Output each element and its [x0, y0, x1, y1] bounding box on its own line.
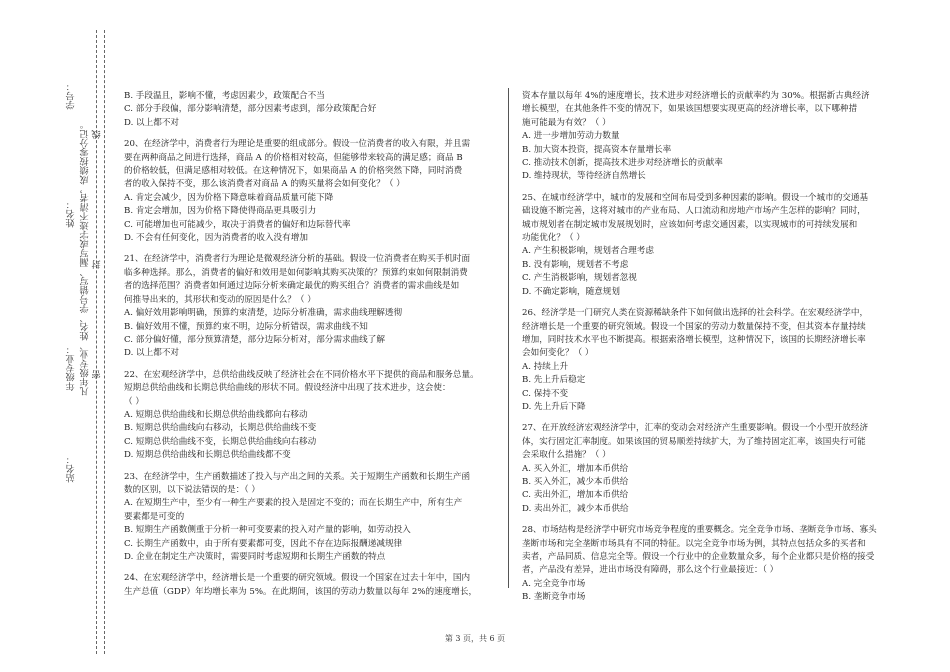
question-line: 增加，同时技术水平也不断提高。根据索洛增长模型，这种情况下，该国的长期经济增长率 — [522, 334, 866, 345]
question-block — [124, 369, 499, 463]
question-line: 23、在经济学中，生产函数描述了投入与产出之间的关系。关于短期生产函数和长期生产函 — [124, 471, 471, 482]
question-line: D. 不确定影响，随意规划 — [522, 286, 620, 297]
question-line: 24、在宏观经济学中，经济增长是一个重要的研究领域。假设一个国家在过去十年中，国内 — [124, 573, 471, 584]
question-line: 何推导出来的，其形状和变动的原因是什么？（ ） — [124, 294, 316, 305]
question-line: B. 先上升后稳定 — [522, 375, 586, 386]
question-line: 会如何变化？（ ） — [522, 348, 594, 359]
question-line: A. 进一步增加劳动力数量 — [522, 131, 620, 142]
seal-notice: 凡年级专业、姓名、学号错写、漏写或字迹不清者，成绩按零分记。 — [80, 120, 91, 396]
line-mark: 线 — [92, 130, 103, 140]
question-line: A. 肯定会减少，因为价格下降意味着商品质量可能下降 — [124, 192, 334, 203]
question-line: B. 买入外汇，减少本币供给 — [522, 476, 629, 487]
question-line: 短期总供给曲线和长期总供给曲线的形状不同。假设经济中出现了技术进步，这会使： — [124, 383, 451, 394]
question-line: C. 部分手段偏，部分影响清楚，部分因素考虑到，部分政策配合好 — [124, 104, 377, 115]
cut-line — [96, 30, 97, 654]
question-line: 临多种选择。那么，消费者的偏好和效用是如何影响其购买决策的？预算约束如何限制消费 — [124, 267, 468, 278]
grade-major-label: 年级专业： — [66, 345, 77, 391]
question-line: 施可能最为有效？（ ） — [522, 117, 611, 128]
question-line: 22、在宏观经济学中，总供给曲线反映了经济社会在不同价格水平下提供的商品和服务总量。 — [124, 369, 479, 380]
cut-line-inner — [104, 30, 105, 654]
question-line: A. 短期总供给曲线和长期总供给曲线都向右移动 — [124, 409, 308, 420]
question-line: 25、在城市经济学中，城市的发展和空间布局受到多种因素的影响。假设一个城市的交通基 — [522, 192, 869, 203]
question-line: A. 完全竞争市场 — [522, 578, 586, 589]
question-line: B. 短期生产函数侧重于分析一种可变要素的投入对产量的影响，如劳动投入 — [124, 525, 411, 536]
question-line: 者的选择范围？消费者如何通过边际分析来确定最优的购买组合？消费者的需求曲线是如 — [124, 281, 460, 292]
question-line: B. 肯定会增加，因为价格下降使得商品更具吸引力 — [124, 206, 317, 217]
question-line: 26、经济学是一门研究人类在资源稀缺条件下如何做出选择的社会科学。在宏观经济学中， — [522, 308, 869, 319]
page-footer: 第 3 页，共 6 页 — [444, 634, 506, 643]
question-line: C. 部分偏好懂，部分预算清楚，部分边际分析对，部分需求曲线了解 — [124, 334, 385, 345]
question-line: 资本存量以每年 4%的速度增长，技术进步对经济增长的贡献率约为 30%。根据新古典经济 — [522, 91, 870, 101]
question-line: B. 短期总供给曲线向右移动，长期总供给曲线不变 — [124, 423, 317, 434]
question-line: A. 买入外汇，增加本币供给 — [522, 463, 629, 474]
question-line: 功能优化？（ ） — [522, 233, 585, 244]
question-line: C. 卖出外汇，增加本币供给 — [522, 490, 629, 501]
question-block — [124, 90, 499, 130]
question-line: C. 长期生产函数中，由于所有要素都可变，因此不存在边际报酬递减规律 — [124, 538, 403, 549]
question-line: B. 垄断竞争市场 — [522, 592, 586, 603]
question-block — [522, 307, 922, 414]
question-line: D. 维持现状，等待经济自然增长 — [522, 171, 646, 182]
question-line: 要素都是可变的 — [124, 511, 185, 522]
binding-margin — [0, 0, 110, 672]
question-block — [124, 138, 499, 245]
question-line: 体，实行固定汇率制度。如果该国的贸易顺差持续扩大，为了维持固定汇率，该国央行可能 — [522, 436, 866, 447]
question-line: A. 产生积极影响，规划者合理考虑 — [522, 246, 654, 257]
question-line: （ ） — [124, 396, 144, 407]
question-block — [522, 90, 922, 184]
question-block — [124, 471, 499, 565]
station-label: 站名： — [66, 455, 77, 483]
right-column — [522, 90, 922, 613]
question-line: C. 产生消极影响，规划者忽视 — [522, 273, 637, 284]
question-line: 垄断市场和完全垄断市场具有不同的特征。以完全竞争市场为例，其特点包括众多的买者和 — [522, 538, 866, 549]
question-line: B. 偏好效用不懂，预算约束不明，边际分析错误，需求曲线不知 — [124, 321, 368, 332]
question-line: A. 偏好效用影响明确，预算约束清楚，边际分析准确，需求曲线理解透彻 — [124, 308, 403, 319]
student-id-label: 学号： — [66, 82, 77, 110]
question-line: 21、在经济学中，消费者行为理论是微观经济分析的基础。假设一位消费者在购买手机时面 — [124, 254, 471, 265]
question-line: 卖者，产品同质、信息完全等。假设一个行业中的企业数量众多，每个企业都只是价格的接受 — [522, 552, 875, 562]
question-line: C. 推动技术创新，提高技术进步对经济增长的贡献率 — [522, 158, 723, 169]
question-line: 20、在经济学中，消费者行为理论是重要的组成部分。假设一位消费者的收入有限，并且需 — [124, 139, 471, 150]
question-line: D. 先上升后下降 — [522, 401, 586, 412]
question-line: D. 企业在制定生产决策时，需要同时考虑短期和长期生产函数的特点 — [124, 552, 386, 562]
question-line: 者，产品没有差异，进出市场没有障碍，那么这个行业最接近：（ ） — [522, 565, 779, 576]
question-line: D. 以上都不对 — [124, 348, 180, 359]
question-line: 城市规划者在制定城市发展规划时，应该如何考虑交通因素，以实现城市的可持续发展和 — [522, 219, 858, 230]
question-line: C. 可能增加也可能减少，取决于消费者的偏好和边际替代率 — [124, 219, 351, 230]
question-line: D. 卖出外汇，减少本币供给 — [522, 503, 629, 514]
question-line: D. 不会有任何变化，因为消费者的收入没有增加 — [124, 233, 308, 244]
question-line: 数的区别，以下说法错误的是：（ ） — [124, 484, 260, 495]
name-label: 姓名： — [66, 200, 77, 228]
question-block — [522, 422, 922, 516]
question-line: 增长模型，在其他条件不变的情况下，如果该国想要实现更高的经济增长率，以下哪种措 — [522, 104, 858, 115]
question-line: C. 短期总供给曲线不变，长期总供给曲线向右移动 — [124, 436, 317, 447]
question-line: B. 没有影响，规划者不考虑 — [522, 259, 629, 270]
question-line: A. 持续上升 — [522, 361, 569, 372]
secret-mark: 密 — [92, 370, 103, 380]
column-divider — [508, 88, 509, 588]
left-column — [124, 90, 499, 607]
question-line: 28、市场结构是经济学中研究市场竞争程度的重要概念。完全竞争市场、垄断竞争市场、寡头 — [522, 525, 877, 536]
question-block — [124, 572, 499, 599]
question-line: 生产总值（GDP）年均增长率为 5%。在此期间，该国的劳动力数量以每年 2%的速度增长， — [124, 586, 478, 597]
question-line: 经济增长是一个重要的研究领域。假设一个国家的劳动力数量保持不变，但其资本存量持续 — [522, 321, 866, 332]
question-line: 要在两种商品之间进行选择，商品 A 的价格相对较高，但能够带来较高的满足感；商品 B — [124, 152, 463, 163]
question-line: D. 以上都不对 — [124, 117, 180, 128]
question-line: C. 保持不变 — [522, 388, 569, 399]
question-line: B. 加大资本投资，提高资本存量增长率 — [522, 144, 672, 155]
question-line: 会采取什么措施？（ ） — [522, 450, 611, 461]
question-block — [522, 524, 922, 604]
question-block — [124, 253, 499, 360]
question-line: 的价格较低，但满足感相对较低。在这种情况下，如果商品 A 的价格突然下降，同时消费 — [124, 166, 463, 177]
question-line: B. 手段温且，影响不懂，考虑因素少，政策配合不当 — [124, 91, 325, 101]
question-line: 础设施不断完善，这将对城市的产业布局、人口流动和房地产市场产生怎样的影响？同时， — [522, 206, 866, 217]
question-line: 27、在开放经济宏观经济学中，汇率的变动会对经济产生重要影响。假设一个小型开放经济 — [522, 423, 869, 434]
question-line: D. 短期总供给曲线和长期总供给曲线都不变 — [124, 450, 291, 461]
question-line: A. 在短期生产中，至少有一种生产要素的投入是固定不变的；而在长期生产中，所有生产 — [124, 498, 463, 509]
question-line: 者的收入保持不变，那么该消费者对商品 A 的购买量将会如何变化？（ ） — [124, 179, 405, 190]
seal-mark: 封 — [92, 260, 103, 270]
question-block — [522, 192, 922, 299]
